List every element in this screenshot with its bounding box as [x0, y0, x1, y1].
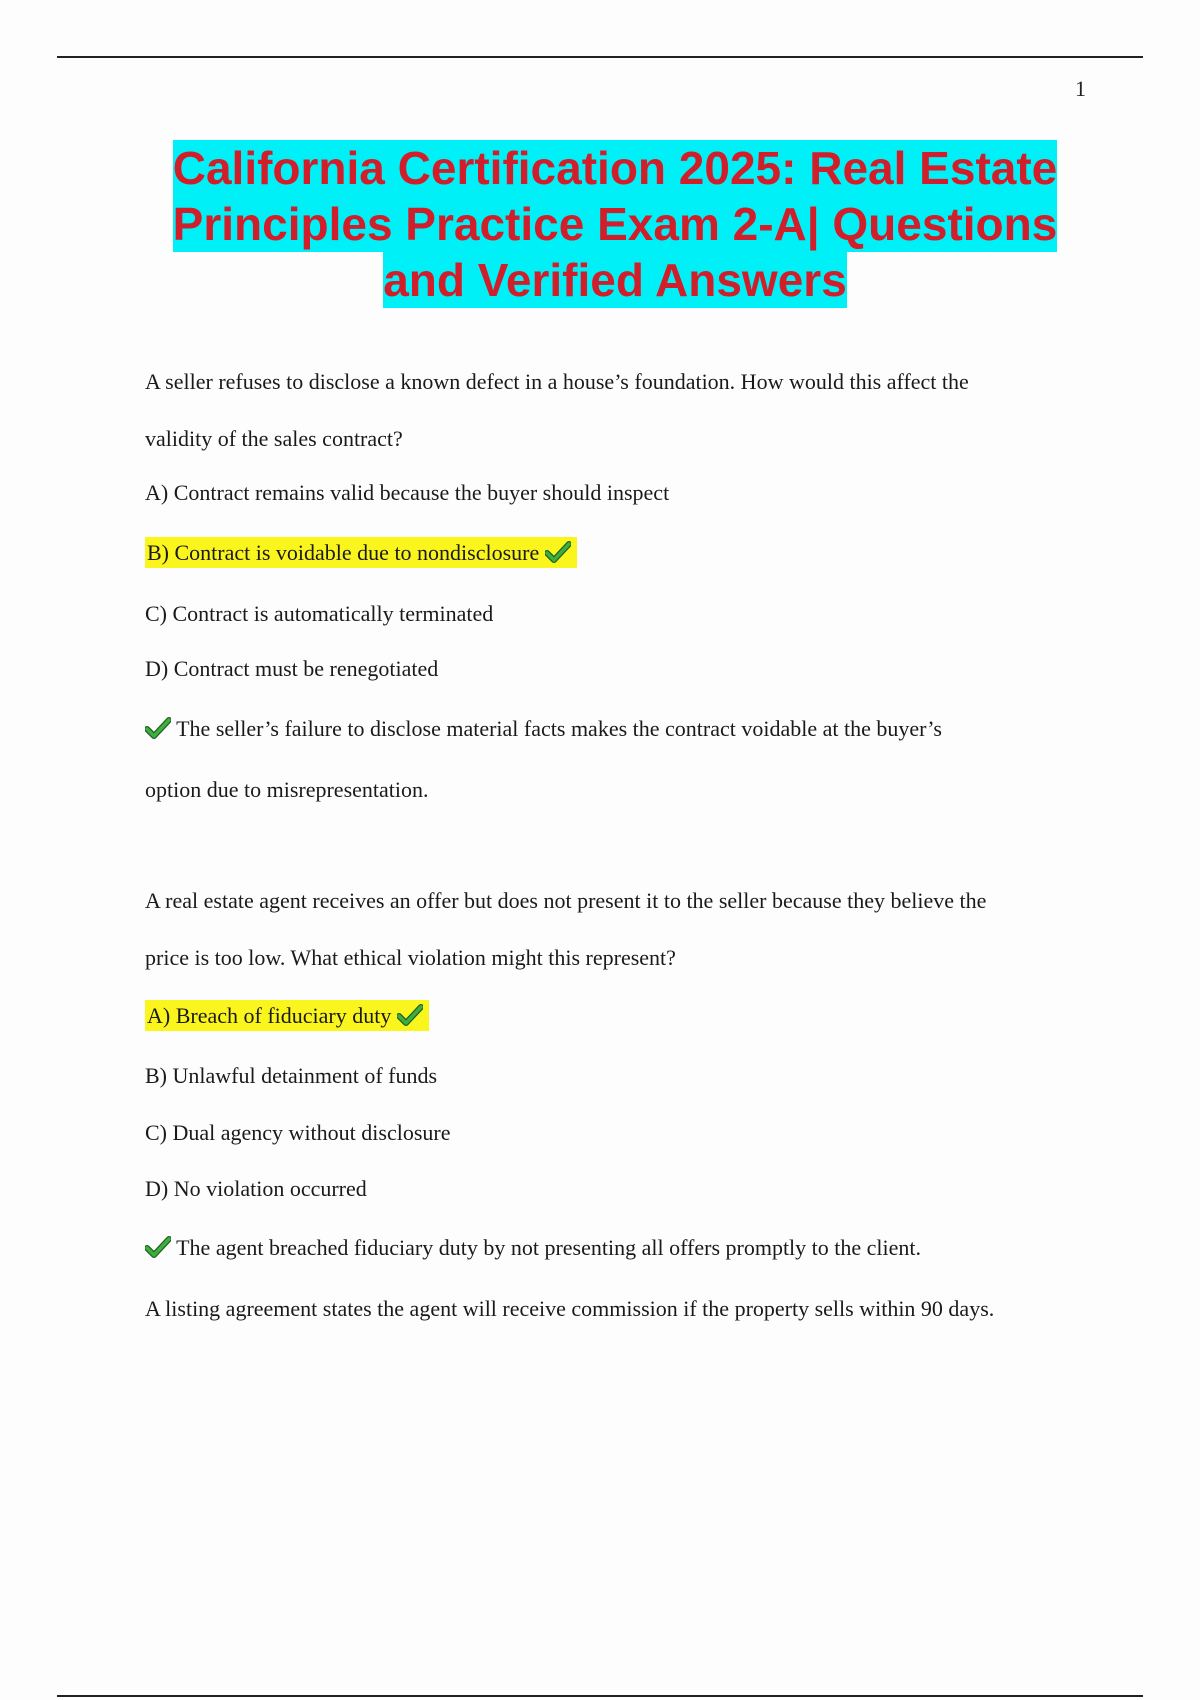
option-c: C) Contract is automatically terminated [145, 601, 494, 626]
explanation-line-1 [145, 714, 942, 744]
explanation-line-2: option due to misrepresentation. [145, 777, 429, 802]
option-a-label: A) Breach of fiduciary duty [147, 1003, 392, 1028]
option-b-correct [145, 538, 577, 568]
document-title: California Certification 2025: Real Estate Principles Practice Exam 2-A| Questions and Verified Answers [172, 142, 1058, 306]
option-a: A) Contract remains valid because the buyer should inspect [145, 480, 670, 505]
page-number: 1 [1075, 76, 1086, 101]
check-mark-icon [397, 1004, 423, 1026]
explanation-text: The agent breached fiduciary duty by not presenting all offers promptly to the client. [176, 1235, 922, 1260]
option-a-correct [145, 1001, 429, 1031]
check-mark-icon [545, 541, 571, 563]
option-d: D) No violation occurred [145, 1176, 367, 1201]
check-mark-icon [145, 717, 171, 739]
title-block [145, 140, 1085, 308]
question-text-line-1: A real estate agent receives an offer but does not present it to the seller because they believe the [145, 888, 987, 913]
correct-answer-highlight [145, 1000, 429, 1031]
question-text-line-2: validity of the sales contract? [145, 426, 403, 451]
explanation-line-1 [145, 1233, 921, 1263]
option-b-label: B) Contract is voidable due to nondisclosure [147, 540, 540, 565]
option-c: C) Dual agency without disclosure [145, 1120, 451, 1145]
footer-rule [57, 1695, 1143, 1697]
check-mark-icon [145, 1236, 171, 1258]
header-rule [57, 56, 1143, 58]
question-text-line-1: A listing agreement states the agent will receive commission if the property sells within 90 days. [145, 1296, 995, 1321]
option-b: B) Unlawful detainment of funds [145, 1063, 438, 1088]
correct-answer-highlight [145, 537, 577, 568]
question-text-line-2: price is too low. What ethical violation might this represent? [145, 945, 676, 970]
option-d: D) Contract must be renegotiated [145, 656, 439, 681]
question-text-line-1: A seller refuses to disclose a known defect in a house’s foundation. How would this affect the [145, 369, 969, 394]
explanation-text: The seller’s failure to disclose material facts makes the contract voidable at the buyer’s [176, 716, 942, 741]
